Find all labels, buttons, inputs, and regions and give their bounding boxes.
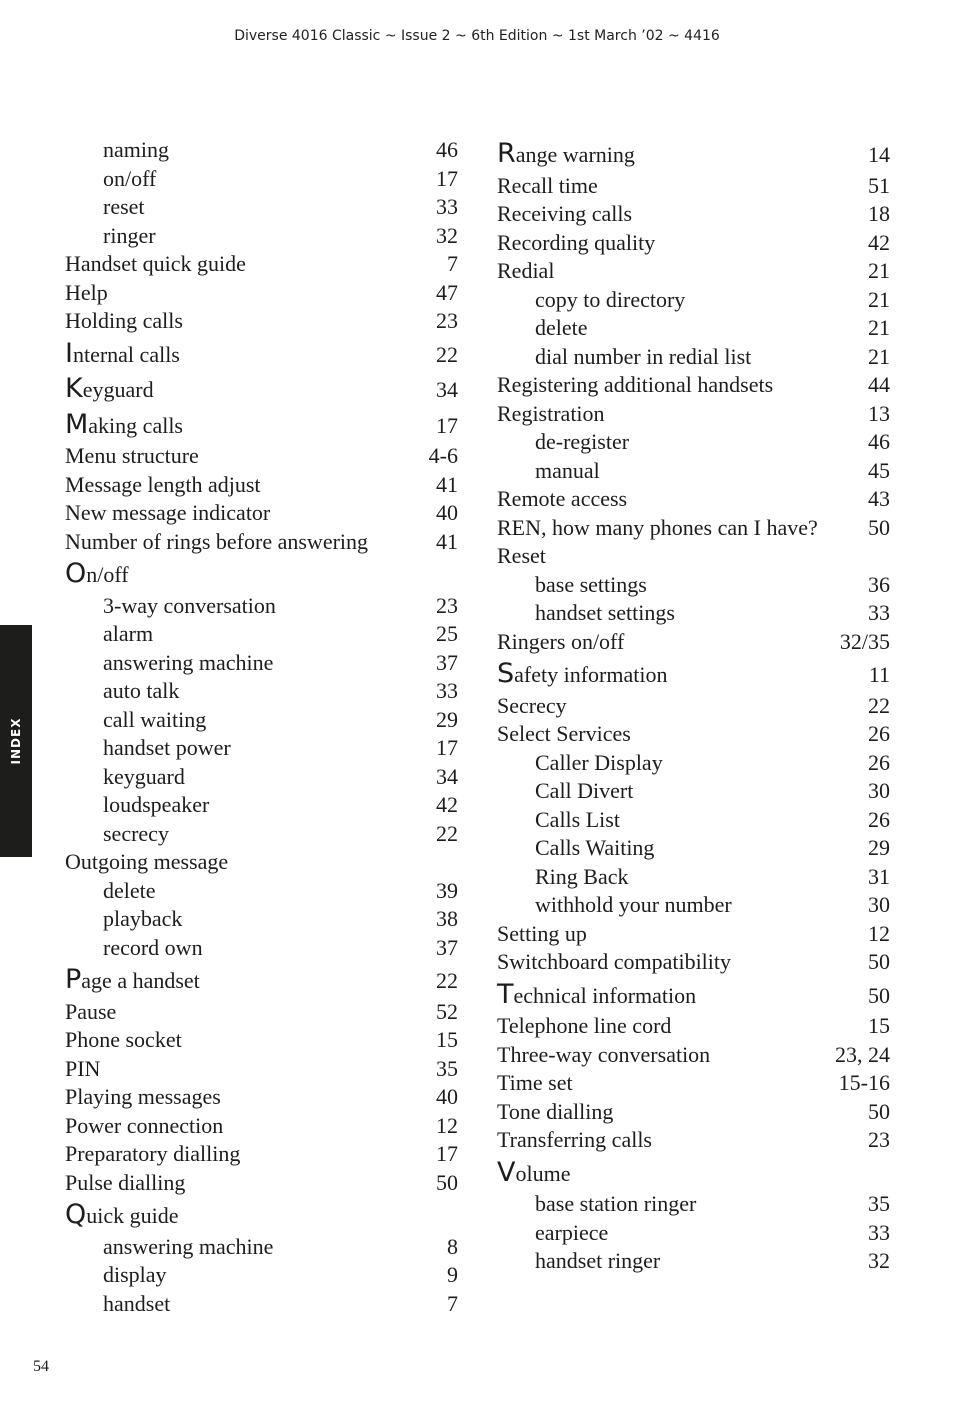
index-entry xyxy=(497,172,890,201)
section-initial: I xyxy=(65,337,73,369)
index-entry-text: n/off xyxy=(86,562,129,587)
index-entry xyxy=(497,1219,890,1248)
index-entry xyxy=(65,592,458,621)
index-entry-label xyxy=(497,656,667,693)
index-entry xyxy=(497,749,890,778)
index-entry xyxy=(497,136,890,172)
index-entry xyxy=(497,200,890,229)
index-entry xyxy=(65,407,458,443)
index-entry-page: 32 xyxy=(436,222,458,248)
index-entry-label: keyguard xyxy=(103,763,185,789)
index-entry-label xyxy=(65,962,200,999)
index-entry-label: Setting up xyxy=(497,920,587,946)
index-entry xyxy=(497,656,890,692)
index-entry-label: REN, how many phones can I have? xyxy=(497,514,818,540)
index-entry-label: playback xyxy=(103,906,183,931)
index-entry-text: olume xyxy=(515,1160,571,1186)
index-entry xyxy=(497,920,890,949)
index-entry-label: Ringers on/off xyxy=(497,628,625,654)
index-entry-page: 42 xyxy=(868,229,890,255)
index-entry xyxy=(65,499,458,528)
index-entry-label: Reset xyxy=(497,543,546,568)
index-entry-label: Calls Waiting xyxy=(535,835,655,860)
index-entry xyxy=(65,649,458,678)
index-entry-page: 50 xyxy=(436,1169,458,1195)
index-side-tab xyxy=(0,625,32,857)
index-entry-page: 15 xyxy=(436,1027,458,1052)
index-entry-page: 52 xyxy=(436,998,458,1024)
index-entry-page: 14 xyxy=(868,142,890,167)
index-entry xyxy=(497,1012,890,1041)
index-entry-label: Switchboard compatibility xyxy=(497,949,732,974)
index-entry-page: 23 xyxy=(436,592,458,618)
section-initial: P xyxy=(65,964,82,995)
index-entry-label: Pulse dialling xyxy=(65,1169,186,1195)
index-entry-label: delete xyxy=(103,877,156,903)
index-entry xyxy=(65,1290,458,1319)
index-entry-page: 33 xyxy=(868,600,890,625)
index-entry-label xyxy=(497,1155,570,1192)
index-entry-label: alarm xyxy=(103,621,154,646)
index-entry xyxy=(65,528,458,557)
index-entry-page: 25 xyxy=(436,621,458,646)
index-entry xyxy=(497,1247,890,1276)
index-entry-text: age a handset xyxy=(81,968,200,993)
index-entry-page: 11 xyxy=(868,662,890,687)
index-entry xyxy=(497,1155,890,1191)
index-entry-label: dial number in redial list xyxy=(535,343,752,369)
index-entry-label: handset power xyxy=(103,735,231,760)
index-entry xyxy=(497,1041,890,1070)
index-entry-page: 8 xyxy=(447,1233,458,1259)
index-entry-label: Call Divert xyxy=(535,778,634,803)
index-entry-label: Ring Back xyxy=(535,863,629,889)
index-entry xyxy=(65,371,458,407)
index-entry xyxy=(65,998,458,1027)
side-tab-label: INDEX xyxy=(9,717,23,765)
index-entry-label: Tone dialling xyxy=(497,1098,614,1124)
index-entry xyxy=(497,542,890,571)
index-entry-label xyxy=(65,371,154,408)
index-entry xyxy=(497,371,890,400)
index-entry-page: 17 xyxy=(436,735,458,760)
index-entry-page: 38 xyxy=(436,906,458,931)
index-entry-page: 40 xyxy=(436,1084,458,1109)
index-entry-label: Recall time xyxy=(497,172,598,198)
section-initial: S xyxy=(497,658,515,689)
index-entry-text: uick guide xyxy=(86,1203,179,1228)
index-entry xyxy=(497,720,890,749)
index-entry-page: 45 xyxy=(868,457,890,483)
index-entry-label: Outgoing message xyxy=(65,849,229,874)
index-entry-label: Phone socket xyxy=(65,1027,182,1052)
index-entry-page: 12 xyxy=(868,920,890,946)
index-entry xyxy=(65,471,458,500)
index-entry xyxy=(65,136,458,165)
index-entry-label: 3-way conversation xyxy=(103,592,276,618)
index-entry xyxy=(497,514,890,543)
section-initial: T xyxy=(497,978,514,1010)
index-entry xyxy=(65,1112,458,1141)
index-entry-label: de-register xyxy=(535,429,630,454)
index-entry-page: 31 xyxy=(868,863,890,889)
index-entry xyxy=(497,457,890,486)
index-entry xyxy=(65,1026,458,1055)
index-entry-label: auto talk xyxy=(103,678,180,703)
index-entry-label: manual xyxy=(535,457,600,483)
index-entry-page: 22 xyxy=(436,341,458,367)
index-entry xyxy=(497,343,890,372)
index-entry xyxy=(65,677,458,706)
index-entry-text: eyguard xyxy=(82,377,154,402)
index-entry xyxy=(65,250,458,279)
index-entry-page: 30 xyxy=(868,892,890,917)
index-entry-label: New message indicator xyxy=(65,500,271,525)
index-entry-page: 21 xyxy=(868,315,890,340)
index-entry-page: 22 xyxy=(436,820,458,846)
index-entry-label: withhold your number xyxy=(535,892,732,917)
index-entry-label: Power connection xyxy=(65,1112,224,1138)
index-entry-page: 18 xyxy=(868,201,890,226)
index-entry-page: 15-16 xyxy=(838,1070,890,1095)
index-entry xyxy=(65,791,458,820)
index-entry xyxy=(497,1190,890,1219)
index-entry xyxy=(65,279,458,308)
index-entry xyxy=(497,834,890,863)
index-entry-page: 4-6 xyxy=(428,443,458,468)
index-entry-page: 29 xyxy=(436,706,458,732)
index-entry-label: Secrecy xyxy=(497,692,567,718)
index-entry-label xyxy=(497,977,696,1014)
index-entry-label: earpiece xyxy=(535,1219,609,1245)
index-entry-page: 39 xyxy=(436,877,458,903)
index-entry xyxy=(65,1261,458,1290)
index-entry-text: ange warning xyxy=(515,142,635,167)
index-entry-label: Holding calls xyxy=(65,308,183,333)
index-entry xyxy=(497,400,890,429)
index-entry-page: 43 xyxy=(868,486,890,511)
running-header: Diverse 4016 Classic ~ Issue 2 ~ 6th Edition ~ 1st March ’02 ~ 4416 xyxy=(234,28,720,44)
index-entry-label: base settings xyxy=(535,571,647,597)
index-entry-label: Pause xyxy=(65,998,117,1024)
index-entry-label: Menu structure xyxy=(65,443,199,468)
index-entry-page: 37 xyxy=(436,934,458,960)
index-entry xyxy=(65,620,458,649)
index-entry-page: 7 xyxy=(447,1290,458,1316)
index-entry-page: 50 xyxy=(868,949,890,974)
index-entry-label: handset xyxy=(103,1290,171,1316)
index-entry-label: call waiting xyxy=(103,706,207,732)
index-entry-label xyxy=(65,1197,179,1234)
index-entry-page: 17 xyxy=(436,165,458,191)
index-entry xyxy=(497,571,890,600)
index-entry-label: naming xyxy=(103,137,169,162)
index-entry xyxy=(65,934,458,963)
index-entry xyxy=(497,692,890,721)
index-entry xyxy=(65,1055,458,1084)
index-entry-page: 17 xyxy=(436,412,458,438)
index-entry xyxy=(65,848,458,877)
index-entry xyxy=(65,820,458,849)
index-entry-page: 35 xyxy=(436,1055,458,1081)
index-entry-label: record own xyxy=(103,934,203,960)
index-entry-text: echnical information xyxy=(513,982,697,1008)
index-entry-page: 44 xyxy=(868,372,890,397)
index-entry xyxy=(497,777,890,806)
index-entry-page: 50 xyxy=(868,514,890,540)
index-entry-label: Recording quality xyxy=(497,229,656,255)
index-entry xyxy=(497,286,890,315)
index-entry-page: 23, 24 xyxy=(835,1041,890,1067)
index-entry-page: 32 xyxy=(868,1248,890,1273)
index-entry-page: 29 xyxy=(868,835,890,860)
index-entry-label: answering machine xyxy=(103,649,274,675)
index-entry-text: aking calls xyxy=(88,412,183,438)
index-entry-label: handset settings xyxy=(535,600,675,625)
index-entry-page: 41 xyxy=(436,471,458,497)
index-entry-label: Help xyxy=(65,279,108,305)
index-entry-label: Telephone line cord xyxy=(497,1013,672,1038)
index-entry xyxy=(497,314,890,343)
index-entry xyxy=(65,734,458,763)
index-entry-label: Select Services xyxy=(497,721,631,746)
index-column-right xyxy=(497,136,890,1276)
index-entry-page: 21 xyxy=(868,286,890,312)
index-entry xyxy=(497,891,890,920)
index-entry-page: 40 xyxy=(436,500,458,525)
index-entry xyxy=(497,1098,890,1127)
index-entry-label: Message length adjust xyxy=(65,471,261,497)
section-initial: M xyxy=(65,408,89,440)
index-entry xyxy=(497,257,890,286)
index-entry xyxy=(65,193,458,222)
index-entry xyxy=(65,1197,458,1233)
index-entry-page: 22 xyxy=(868,692,890,718)
index-entry xyxy=(65,1233,458,1262)
index-entry-page: 12 xyxy=(436,1112,458,1138)
section-initial: K xyxy=(65,373,83,404)
index-entry xyxy=(65,556,458,592)
index-entry-page: 15 xyxy=(868,1013,890,1038)
index-entry-label xyxy=(65,556,129,593)
index-entry xyxy=(65,706,458,735)
index-entry xyxy=(497,948,890,977)
index-entry-page: 23 xyxy=(868,1127,890,1152)
index-entry-label: Registration xyxy=(497,400,605,426)
index-entry-page: 17 xyxy=(436,1141,458,1166)
index-entry-label: Playing messages xyxy=(65,1084,221,1109)
index-entry xyxy=(65,336,458,372)
index-entry xyxy=(65,877,458,906)
index-entry xyxy=(497,806,890,835)
index-entry-label: Receiving calls xyxy=(497,201,633,226)
index-entry-page: 33 xyxy=(868,1219,890,1245)
index-entry xyxy=(497,1126,890,1155)
index-entry-page: 50 xyxy=(868,1098,890,1124)
index-entry-label: base station ringer xyxy=(535,1191,697,1216)
index-entry-page: 36 xyxy=(868,571,890,597)
index-entry xyxy=(497,428,890,457)
index-column-left xyxy=(65,136,458,1318)
index-entry-label: Number of rings before answering xyxy=(65,528,369,554)
index-entry-label: Registering additional handsets xyxy=(497,372,774,397)
index-entry-label: display xyxy=(103,1262,167,1287)
index-entry xyxy=(65,222,458,251)
index-entry-page: 7 xyxy=(447,251,458,276)
index-entry-label: on/off xyxy=(103,165,157,191)
index-entry-label: loudspeaker xyxy=(103,792,210,817)
index-entry-page: 13 xyxy=(868,400,890,426)
index-entry-page: 30 xyxy=(868,778,890,803)
index-entry-page: 37 xyxy=(436,649,458,675)
index-entry-label: Time set xyxy=(497,1070,573,1095)
index-entry-label: delete xyxy=(535,315,588,340)
index-entry xyxy=(65,962,458,998)
section-initial: V xyxy=(497,1156,516,1188)
index-entry xyxy=(497,229,890,258)
index-entry-page: 47 xyxy=(436,279,458,305)
index-entry-page: 22 xyxy=(436,968,458,993)
index-entry xyxy=(65,1140,458,1169)
index-entry xyxy=(497,863,890,892)
index-entry xyxy=(497,485,890,514)
index-entry-label: Caller Display xyxy=(535,749,663,775)
index-entry-page: 51 xyxy=(868,172,890,198)
index-entry-label xyxy=(497,136,635,173)
index-entry-page: 34 xyxy=(436,763,458,789)
index-entry-label: secrecy xyxy=(103,820,169,846)
index-entry-label: Remote access xyxy=(497,486,628,511)
index-entry-label: Handset quick guide xyxy=(65,251,246,276)
index-entry-label: handset ringer xyxy=(535,1248,661,1273)
index-entry-page: 50 xyxy=(868,982,890,1008)
index-entry-label xyxy=(65,407,183,444)
section-initial: R xyxy=(497,138,516,169)
index-entry xyxy=(65,1083,458,1112)
index-entry-page: 32/35 xyxy=(839,628,890,654)
index-entry-label: answering machine xyxy=(103,1233,274,1259)
index-entry xyxy=(65,905,458,934)
index-entry xyxy=(497,977,890,1013)
index-entry-page: 33 xyxy=(436,194,458,219)
index-entry xyxy=(65,165,458,194)
index-entry-page: 21 xyxy=(868,343,890,369)
index-entry-page: 23 xyxy=(436,308,458,333)
section-initial: Q xyxy=(65,1199,87,1230)
index-entry-page: 35 xyxy=(868,1191,890,1216)
index-entry-page: 26 xyxy=(868,749,890,775)
index-entry xyxy=(65,1169,458,1198)
index-entry-page: 46 xyxy=(436,137,458,162)
index-entry-label: Calls List xyxy=(535,806,620,832)
index-entry-page: 46 xyxy=(868,429,890,454)
index-entry-page: 33 xyxy=(436,678,458,703)
index-entry-label: ringer xyxy=(103,222,156,248)
index-entry-page: 26 xyxy=(868,721,890,746)
index-entry-text: nternal calls xyxy=(72,341,180,367)
index-entry-text: afety information xyxy=(514,662,668,687)
index-entry-page: 41 xyxy=(436,528,458,554)
index-entry xyxy=(65,763,458,792)
index-entry-label: reset xyxy=(103,194,145,219)
index-entry-label: PIN xyxy=(65,1055,101,1081)
index-entry-label: Three-way conversation xyxy=(497,1041,711,1067)
section-initial: O xyxy=(65,558,87,589)
index-entry xyxy=(65,307,458,336)
index-entry xyxy=(497,628,890,657)
index-entry-label: Redial xyxy=(497,258,555,283)
index-entry xyxy=(497,599,890,628)
index-entry-label: copy to directory xyxy=(535,286,686,312)
index-entry-page: 42 xyxy=(436,792,458,817)
page-number: 54 xyxy=(33,1358,49,1375)
index-entry-label: Preparatory dialling xyxy=(65,1141,241,1166)
index-entry-page: 9 xyxy=(447,1262,458,1287)
index-entry-label: Transferring calls xyxy=(497,1127,652,1152)
index-entry xyxy=(65,442,458,471)
index-entry-page: 34 xyxy=(436,377,458,402)
index-entry-label xyxy=(65,336,180,373)
index-entry xyxy=(497,1069,890,1098)
index-entry-page: 26 xyxy=(868,806,890,832)
index-entry-page: 21 xyxy=(868,258,890,283)
